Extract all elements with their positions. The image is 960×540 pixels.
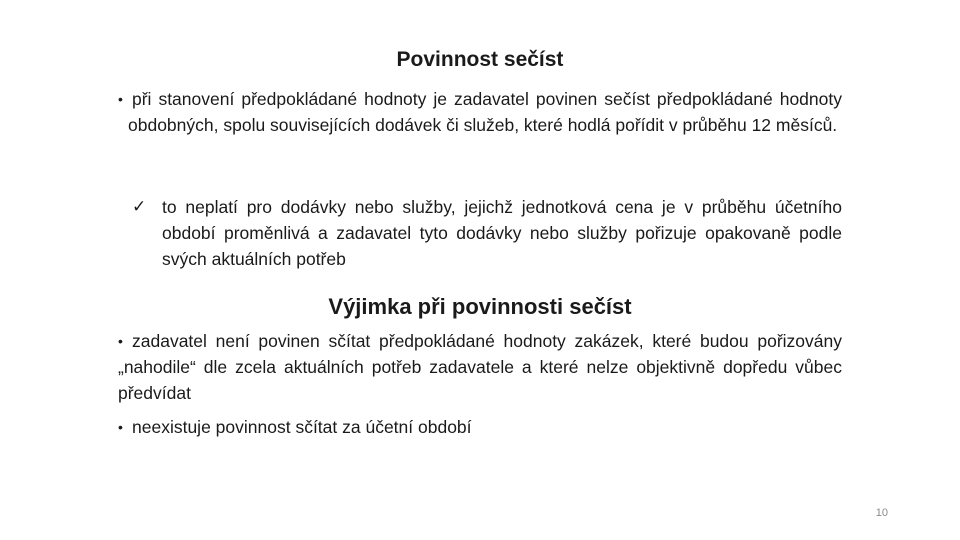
bullet-item-no-obligation bbox=[118, 414, 842, 440]
bullet-marker: • bbox=[118, 333, 123, 349]
bullet-text: při stanovení předpokládané hodnoty je zadavatel povinen sečíst předpokládané hodnoty obdobných, spolu souvisejících dodávek či služeb, které hodlá pořídit v průběhu 12 měsíců. bbox=[128, 89, 842, 135]
sub-item-text: to neplatí pro dodávky nebo služby, jejichž jednotková cena je v průběhu účetního období proměnlivá a zadavatel tyto dodávky nebo služby pořizuje opakovaně podle svých aktuálních potřeb bbox=[162, 196, 842, 269]
checkmark-icon: ✓ bbox=[132, 196, 147, 216]
sub-item-exception bbox=[132, 194, 842, 272]
bullet-marker: • bbox=[118, 91, 123, 107]
bullet-item-obligation bbox=[118, 86, 842, 138]
bullet-text: neexistuje povinnost sčítat za účetní období bbox=[132, 417, 472, 437]
section-heading-obligation: Povinnost sečíst bbox=[396, 48, 564, 71]
section-heading-exception: Výjimka při povinnosti sečíst bbox=[328, 294, 632, 319]
bullet-item-random-purchases bbox=[118, 328, 842, 406]
bullet-marker: • bbox=[118, 419, 123, 435]
page-number: 10 bbox=[875, 507, 888, 519]
bullet-text: zadavatel není povinen sčítat předpokládané hodnoty zakázek, které budou pořizovány „nahodile“ dle zcela aktuálních potřeb zadavatele a které nelze objektivně dopředu vůbec předvídat bbox=[118, 331, 842, 403]
